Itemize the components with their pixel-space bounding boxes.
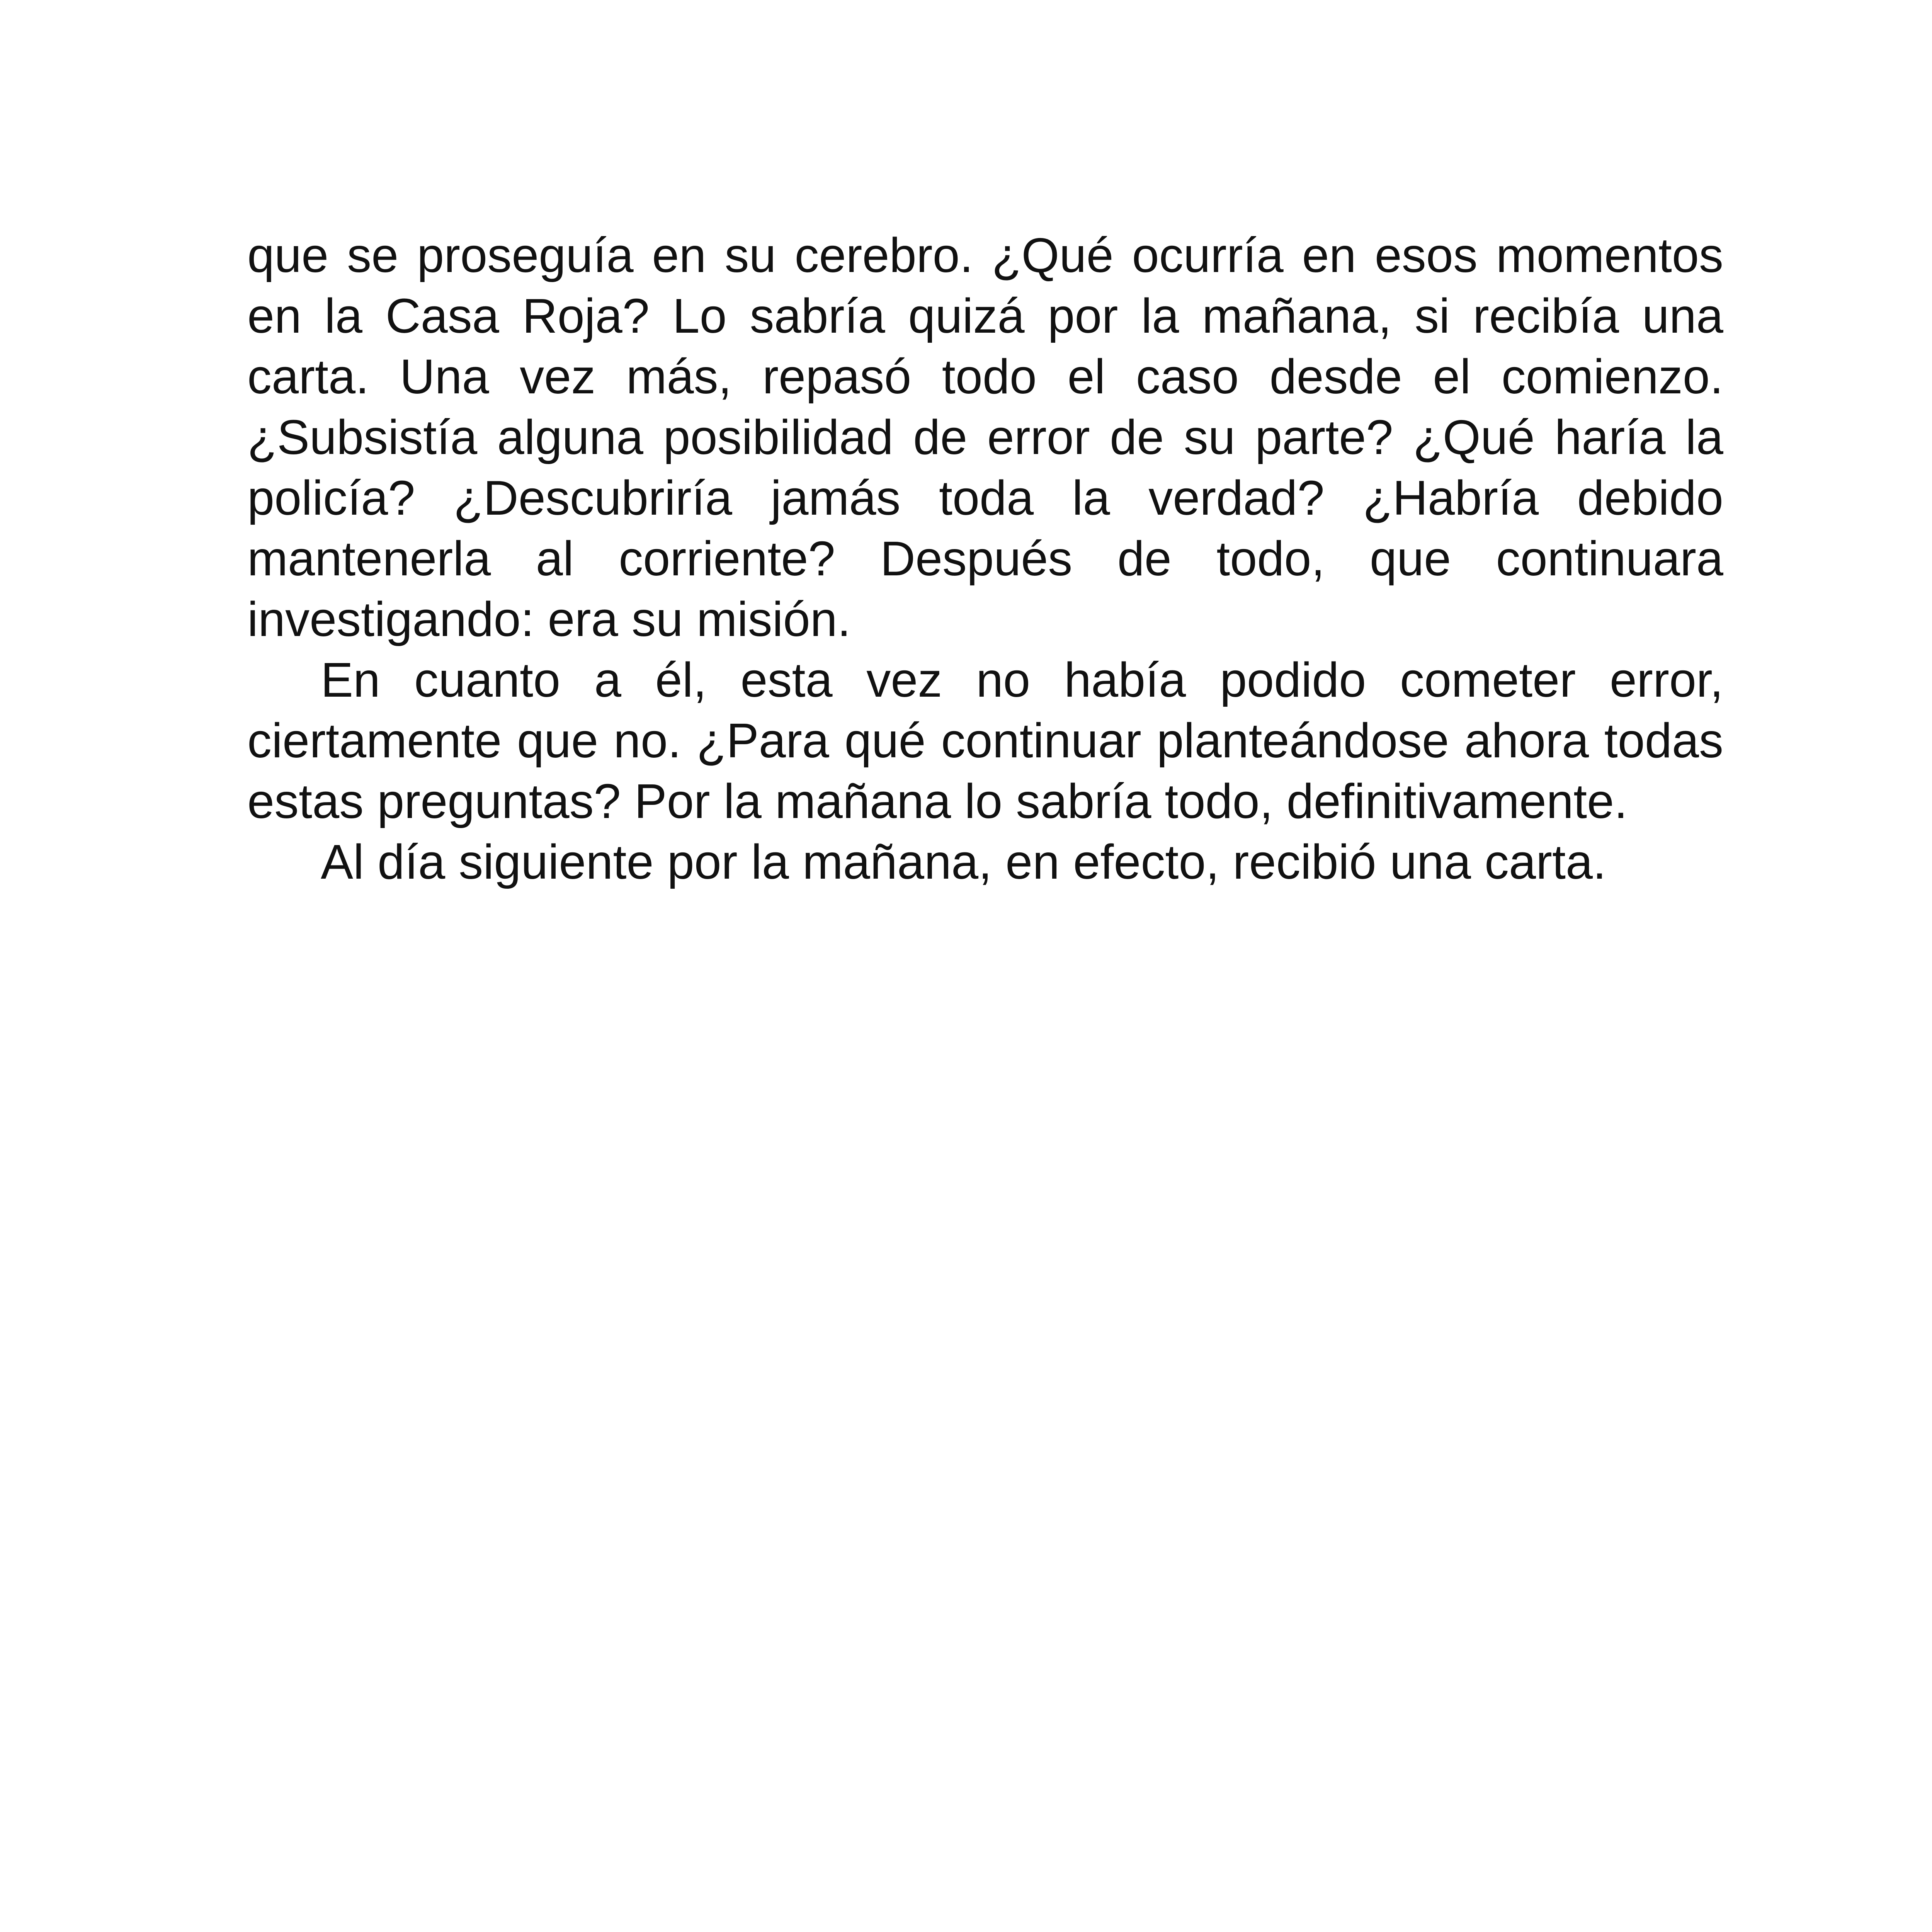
paragraph-1: que se proseguía en su cerebro. ¿Qué ocurría en esos momentos en la Casa Roja? Lo sabría quizá por la mañana, si recibía una carta. Una vez más, repasó todo el caso desde el comienzo. ¿Subsistía alguna posibilidad de error de su parte? ¿Qué haría la policía? ¿Descubriría jamás toda la verdad? ¿Habría debido mantenerla al corriente? Después de todo, que continuara investigando: era su misión. xyxy=(247,228,1723,646)
body-text xyxy=(247,225,1723,892)
paragraph-2: En cuanto a él, esta vez no había podido cometer error, ciertamente que no. ¿Para qué continuar planteándose ahora todas estas preguntas? Por la mañana lo sabría todo, definitivamente. xyxy=(247,653,1723,828)
paragraph-3: Al día siguiente por la mañana, en efecto, recibió una carta. xyxy=(321,835,1607,889)
